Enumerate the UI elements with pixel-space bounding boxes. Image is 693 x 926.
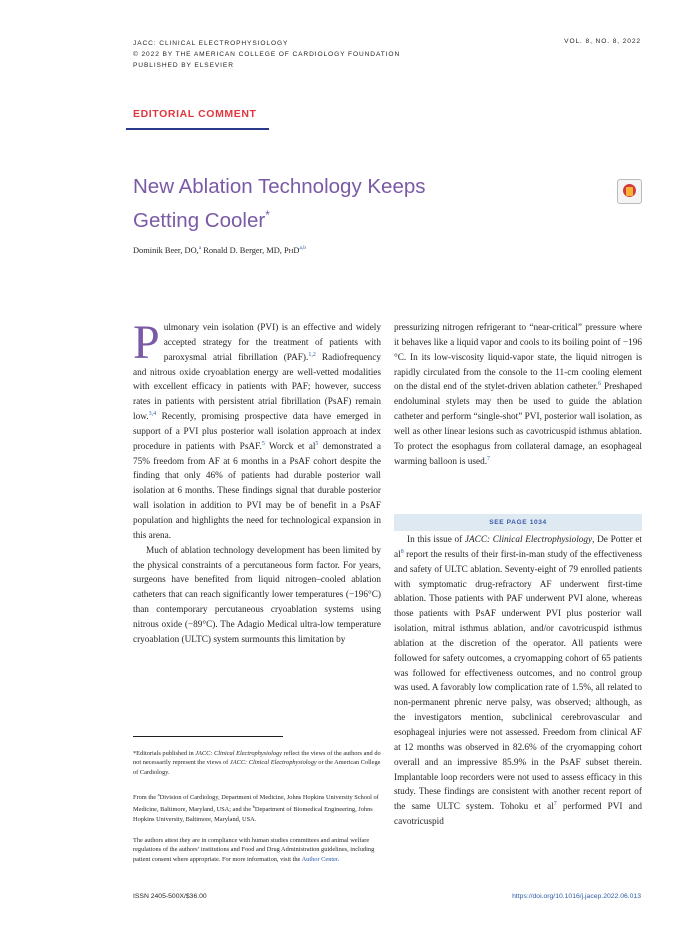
citation-link[interactable]: 1,2	[308, 351, 316, 358]
right-column	[394, 321, 642, 469]
footnote-affiliations: From the $^a$Division of Cardiology, Department of Medicine, Johns Hopkins University School of Medicine, Baltimore, Maryland, USA; and the $^b$Department of Biomedical Engineering, Johns Hopkins University, Baltimore, Maryland, USA.	[133, 792, 379, 823]
drop-cap: P	[133, 316, 160, 369]
author-2-degree-d: D	[293, 245, 300, 255]
author-center-link[interactable]: Author Center	[301, 855, 338, 863]
section-rule	[126, 128, 269, 130]
citation-link[interactable]: 5	[315, 440, 319, 447]
footnote-editorial: *Editorials published in JACC: Clinical Electrophysiology reflect the views of the authors and do not necessarily represent the views of JACC: Clinical Electrophysiology or the American College of Cardiology.	[133, 750, 381, 776]
publisher-line: PUBLISHED BY ELSEVIER	[133, 62, 234, 69]
paragraph: Much of ablation technology development has been limited by the physical constraints of a percutaneous form factor. For years, surgeons have benefited from liquid nitrogen–cooled ablation catheters that can reach significantly lower temperatures (−196°C) than contemporary percutaneous cryoablation systems using nitrous oxide (−89°C). The Adagio Medical ultra-low temperature cryoablation (ULTC) system surmounts this limitation by	[133, 545, 381, 645]
crossmark-icon[interactable]	[617, 179, 642, 204]
doi-link[interactable]: https://doi.org/10.1016/j.jacep.2022.06.013	[512, 893, 641, 900]
author-list	[133, 245, 306, 255]
author-1: Dominik Beer, DO,	[133, 245, 199, 255]
paragraph: pressurizing nitrogen refrigerant to “near-critical” pressure where it behaves like a liquid vapor and cools to its boiling point of −196 °C. In its low-viscosity liquid-vapor state, the liquid nitrogen is rapidly circulated from the console to the 11-cm cooling element on the distal end of the stylet-driven ablation catheter.$^6$ Preshaped endoluminal stylets may then be used to guide the ablation catheter and perform “single-shot” PVI, posterior wall isolation, as well as other linear lesions such as cavotricuspid isthmus ablation. To protect the esophagus from collateral damage, an esophageal warming balloon is used.$^7$	[394, 323, 642, 467]
title-line-1: New Ablation Technology Keeps	[133, 175, 426, 198]
author-1-affil[interactable]: a	[198, 245, 202, 251]
journal-italic: JACC: Clinical Electrophysiology	[464, 535, 593, 545]
title-footnote-mark[interactable]: *	[265, 208, 270, 222]
citation-link[interactable]: 5	[261, 440, 265, 447]
article-title	[133, 173, 553, 235]
footnote-compliance: The authors attest they are in compliance with human studies committees and animal welfare regulations of the authors’ institutions and Food and Drug Administration guidelines, including patient consent where appropriate. For more information, visit the Author Center.	[133, 837, 375, 863]
author-2: Ronald D. Berger, MD, P	[201, 245, 289, 255]
journal-name: JACC: CLINICAL ELECTROPHYSIOLOGY	[133, 40, 289, 47]
issn: ISSN 2405-500X/$36.00	[133, 893, 207, 900]
volume-info: VOL. 8, NO. 8, 2022	[564, 38, 641, 45]
citation-link[interactable]: 7	[487, 455, 491, 462]
see-page-link[interactable]: SEE PAGE 1034	[394, 514, 642, 531]
title-line-2: Getting Cooler	[133, 208, 266, 232]
citation-link[interactable]: 7	[553, 801, 557, 808]
journal-header	[133, 38, 400, 71]
right-column-continued	[394, 533, 642, 830]
citation-link[interactable]: 3,4	[148, 410, 157, 417]
paragraph: Pulmonary vein isolation (PVI) is an effective and widely accepted strategy for the treatment of patients with paroxysmal atrial fibrillation (PAF).$^{1,2}$ Radiofrequency and nitrous oxide cryoablation energy are well-vetted modalities with excellent efficacy in patients with PAF; however, success rates in patients with persistent atrial fibrillation (PsAF) remain low.$^{3,4}$ Recently, promising prospective data have emerged in support of a PVI plus posterior wall isolation approach at index procedure in patients with PsAF.$^5$ Worck et al$^5$ demonstrated a 75% freedom from AF at 6 months in a PsAF cohort despite the finding that only 46% of patients had durable posterior wall isolation at 6 months. These findings signal that durable posterior wall isolation in addition to PVI may be of benefit in a PsAF population and highlights the need for technological expansion in this arena.	[133, 316, 382, 541]
author-2-degree-h: H	[288, 247, 294, 255]
citation-link[interactable]: 6	[598, 381, 602, 388]
left-column	[133, 316, 382, 648]
copyright-line: © 2022 BY THE AMERICAN COLLEGE OF CARDIOLOGY FOUNDATION	[133, 51, 401, 58]
section-label: EDITORIAL COMMENT	[133, 108, 257, 120]
author-2-affil[interactable]: a,b	[299, 245, 307, 251]
paragraph: In this issue of JACC: Clinical Electrophysiology, De Potter et al$^8$ report the results of their first-in-man study of the effectiveness and safety of ULTC ablation. Seventy-eight of 79 enrolled patients with symptomatic drug-refractory AF underwent first-time ablation. Those patients with PAF underwent PVI alone, whereas those patients with PsAF underwent PVI plus posterior wall isolation, mitral isthmus ablation, and/or cavotricuspid isthmus ablation at the discretion of the operator. All patients were followed for safety outcomes, a cryomapping cohort of 65 patients was followed for effectiveness outcomes, and no control group was used. A favorably low complication rate of 1.5%, all related to non-permanent phrenic nerve palsy, was observed; although, as the investigators mention, subclinical cerebrovascular and esophageal injuries were not assessed. Freedom from clinical AF at 12 months was observed in 82.6% of the cryomapping cohort overall and an impressive 85.9% in the PsAF subset therein. Implantable loop recorders were not used to assess efficacy in this study. These findings are consistent with another recent report of the same ULTC system. Tohoku et al$^7$ performed PVI and cavotricuspid	[394, 535, 642, 828]
footnote-divider	[133, 736, 283, 737]
citation-link[interactable]: 8	[400, 548, 404, 555]
